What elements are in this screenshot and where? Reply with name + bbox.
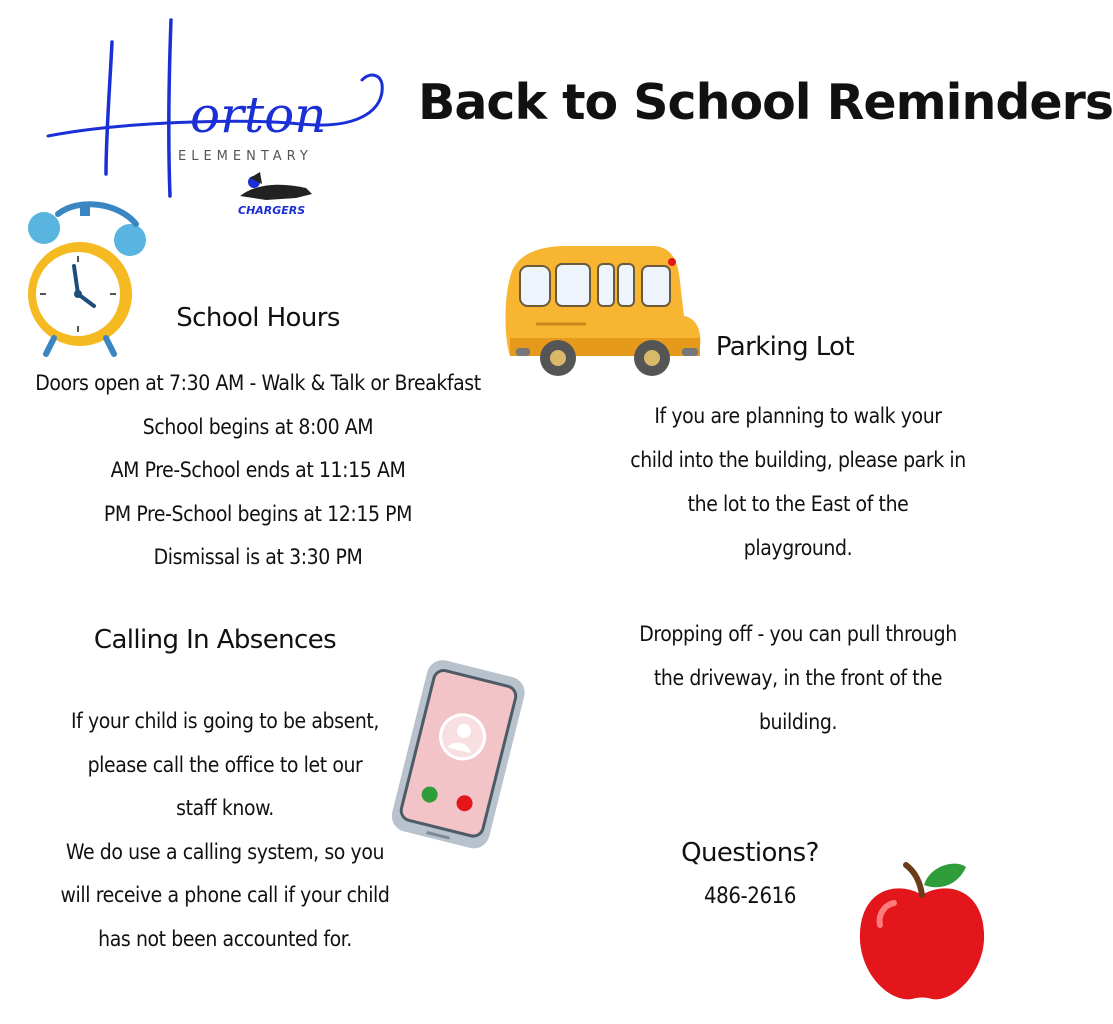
school-bus-icon [496, 238, 704, 384]
school-hours-list [0, 362, 516, 580]
alarm-clock-icon [18, 198, 168, 358]
school-hours-line: School begins at 8:00 AM [142, 414, 374, 439]
absences-text [20, 700, 430, 961]
drop-off-line: Dropping off - you can pull through [639, 622, 957, 646]
school-hours-line: Doors open at 7:30 AM - Walk & Talk or Breakfast [35, 371, 481, 395]
chargers-mascot-icon [240, 172, 312, 200]
school-hours-line: PM Pre-School begins at 12:15 PM [103, 501, 413, 526]
absences-line: We do use a calling system, so you [65, 839, 385, 864]
horton-elementary-logo [40, 14, 400, 224]
parking-walk-in-text [598, 394, 998, 570]
school-hours-line: Dismissal is at 3:30 PM [153, 545, 363, 569]
parking-line: If you are planning to walk your [654, 404, 942, 428]
absences-heading: Calling In Absences [93, 625, 337, 655]
smartphone-icon [372, 660, 542, 850]
parking-line: the lot to the East of the [687, 492, 909, 516]
absences-line: please call the office to let our [87, 752, 363, 777]
questions-heading: Questions? [681, 838, 819, 868]
absences-line: will receive a phone call if your child [60, 883, 390, 907]
absences-line: staff know. [176, 796, 274, 820]
absences-line: If your child is going to be absent, [70, 709, 379, 733]
logo-h-left-stroke [106, 42, 112, 174]
logo-script-text: orton [190, 86, 327, 144]
contact-phone-number: 486-2616 [703, 884, 797, 909]
apple-icon [850, 855, 995, 1005]
drop-off-line: the driveway, in the front of the [653, 666, 943, 690]
page-title: Back to School Reminders [418, 74, 1113, 131]
parking-drop-off-text [598, 612, 998, 744]
parking-line: playground. [743, 536, 853, 560]
logo-h-right-stroke [169, 20, 171, 196]
drop-off-line: building. [758, 710, 838, 734]
parking-lot-heading: Parking Lot [715, 332, 855, 362]
school-hours-line: AM Pre-School ends at 11:15 AM [110, 458, 406, 482]
parking-line: child into the building, please park in [630, 448, 966, 472]
logo-mascot-text: CHARGERS [238, 204, 306, 217]
absences-line: has not been accounted for. [98, 926, 352, 951]
logo-sub-text: ELEMENTARY [178, 149, 313, 164]
school-hours-heading: School Hours [176, 303, 340, 333]
